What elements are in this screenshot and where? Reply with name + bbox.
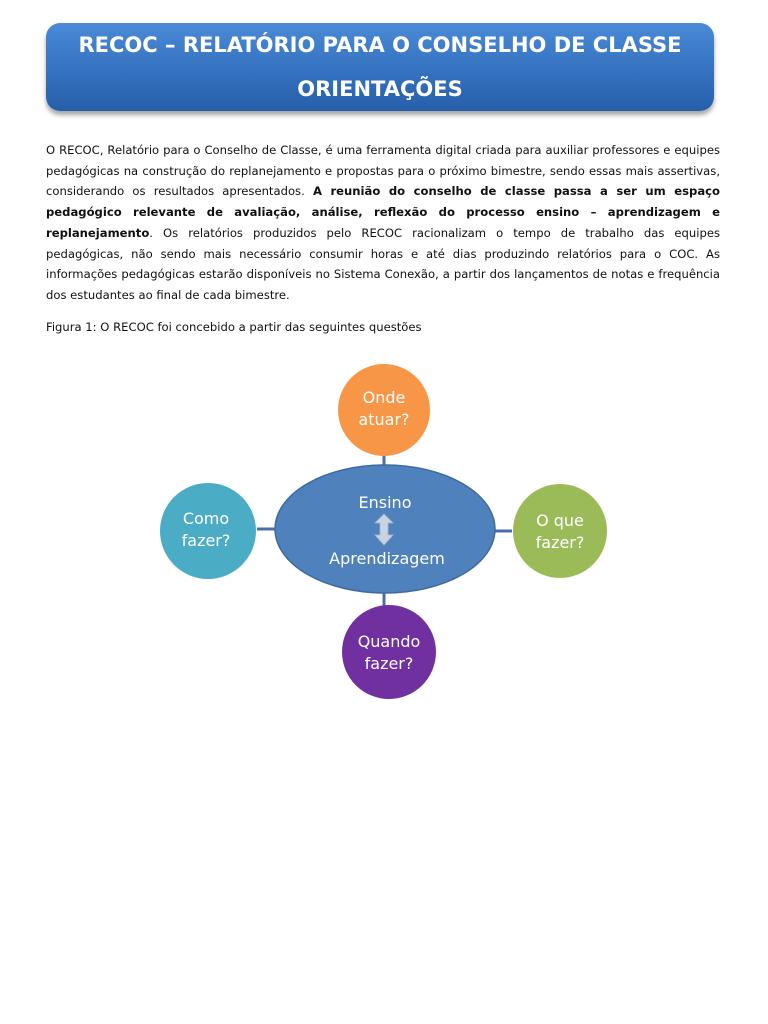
- title-line-2: ORIENTAÇÕES: [297, 77, 463, 101]
- intro-text: O RECOC, Relatório para o Conselho de Classe, é uma ferramenta digital criada para auxiliar professores e equipes pedagógicas na construção do replanejamento e propostas para o próximo bimestre, sendo essas mais assertivas, considerando os resultados apresentados.: [46, 143, 720, 199]
- node-left-line-1: Como: [182, 509, 230, 528]
- title-line-1: RECOC – RELATÓRIO PARA O CONSELHO DE CLASSE: [78, 33, 682, 57]
- node-o-que-fazer: [513, 484, 607, 578]
- node-left-line-2: fazer?: [181, 531, 231, 550]
- node-top-line-2: atuar?: [358, 410, 410, 429]
- node-bottom-line-2: fazer?: [364, 654, 414, 673]
- intro-text-rest: . Os relatórios produzidos pelo RECOC racionalizam o tempo de trabalho das equipes pedagógicas, não sendo mais necessário consumir horas e até dias produzindo relatórios para o COC. As informações pedagógicas estarão disponíveis no Sistema Conexão, a partir dos lançamentos de notas e frequência dos estudantes ao final de cada bimestre.: [46, 225, 720, 302]
- intro-bold-text: A reunião do conselho de classe passa a ser um espaço pedagógico relevante de avaliação, análise, reflexão do processo ensino – aprendizagem e replanejamento: [46, 184, 720, 240]
- center-label-top: Ensino: [358, 493, 412, 512]
- figure-caption: Figura 1: O RECOC foi concebido a partir das seguintes questões: [46, 320, 422, 334]
- node-quando-fazer: [342, 605, 436, 699]
- node-bottom-line-1: Quando: [357, 632, 421, 651]
- node-right-line-1: O que: [536, 511, 584, 530]
- center-label-bottom: Aprendizagem: [329, 549, 445, 568]
- node-right-line-2: fazer?: [535, 533, 585, 552]
- node-top-line-1: Onde: [362, 388, 406, 407]
